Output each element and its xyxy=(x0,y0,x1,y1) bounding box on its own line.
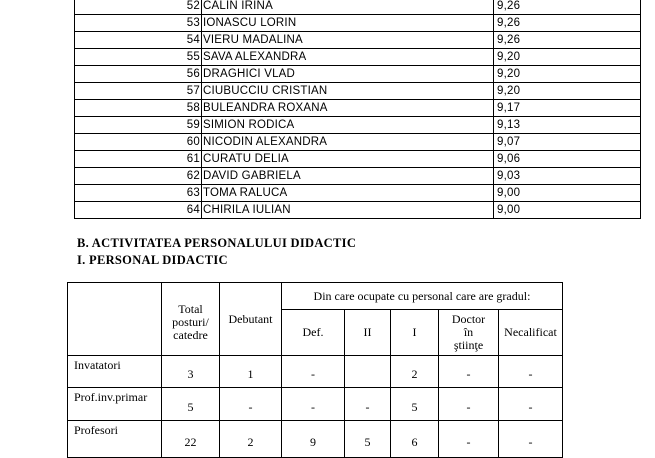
section-b-title: B. ACTIVITATEA PERSONALULUI DIDACTIC xyxy=(77,236,357,250)
ranking-name: IONASCU LORIN xyxy=(202,15,494,32)
ranking-score: 9,26 xyxy=(494,15,641,32)
ranking-row xyxy=(75,100,641,117)
staff-cell-doctor: - xyxy=(439,356,499,388)
staff-cell-ii xyxy=(345,356,391,388)
ranking-name: TOMA RALUCA xyxy=(202,185,494,202)
staff-row xyxy=(68,421,563,458)
ranking-row xyxy=(75,117,641,134)
ranking-blank-cell xyxy=(75,202,138,219)
ranking-score: 9,00 xyxy=(494,185,641,202)
staff-header-i: I xyxy=(391,310,439,356)
staff-table xyxy=(67,282,563,458)
ranking-name: NICODIN ALEXANDRA xyxy=(202,134,494,151)
ranking-row xyxy=(75,49,641,66)
ranking-name: BULEANDRA ROXANA xyxy=(202,100,494,117)
staff-cell-ii: - xyxy=(345,388,391,421)
staff-header-ii: II xyxy=(345,310,391,356)
ranking-row xyxy=(75,15,641,32)
ranking-score: 9,13 xyxy=(494,117,641,134)
ranking-score: 9,00 xyxy=(494,202,641,219)
ranking-blank-cell xyxy=(75,49,138,66)
ranking-number: 59 xyxy=(137,117,202,134)
staff-cell-i: 2 xyxy=(391,356,439,388)
staff-cell-debutant: - xyxy=(220,388,282,421)
ranking-blank-cell xyxy=(75,134,138,151)
staff-cell-i: 5 xyxy=(391,388,439,421)
staff-header-corner xyxy=(68,283,162,356)
staff-cell-def: - xyxy=(282,388,345,421)
staff-cell-total: 22 xyxy=(162,421,220,458)
ranking-blank-cell xyxy=(75,66,138,83)
staff-cell-debutant: 2 xyxy=(220,421,282,458)
ranking-row xyxy=(75,202,641,219)
ranking-score: 9,20 xyxy=(494,66,641,83)
ranking-score: 9,20 xyxy=(494,49,641,66)
staff-header-debutant: Debutant xyxy=(220,283,282,356)
ranking-number: 56 xyxy=(137,66,202,83)
ranking-number: 57 xyxy=(137,83,202,100)
ranking-score: 9,20 xyxy=(494,83,641,100)
staff-cell-doctor: - xyxy=(439,388,499,421)
ranking-score: 9,03 xyxy=(494,168,641,185)
ranking-number: 55 xyxy=(137,49,202,66)
ranking-blank-cell xyxy=(75,185,138,202)
staff-row-label: Invatatori xyxy=(68,356,162,388)
ranking-blank-cell xyxy=(75,151,138,168)
ranking-number: 64 xyxy=(137,202,202,219)
staff-cell-necalificat: - xyxy=(499,356,563,388)
ranking-name: SIMION RODICA xyxy=(202,117,494,134)
staff-header-group: Din care ocupate cu personal care are gradul: xyxy=(282,283,563,310)
ranking-score: 9,17 xyxy=(494,100,641,117)
staff-cell-def: 9 xyxy=(282,421,345,458)
ranking-row xyxy=(75,168,641,185)
staff-row xyxy=(68,388,563,421)
ranking-name: CHIRILA IULIAN xyxy=(202,202,494,219)
ranking-score: 9,26 xyxy=(494,32,641,49)
ranking-blank-cell xyxy=(75,168,138,185)
ranking-row xyxy=(75,32,641,49)
ranking-number: 62 xyxy=(137,168,202,185)
staff-cell-ii: 5 xyxy=(345,421,391,458)
ranking-row xyxy=(75,66,641,83)
staff-header-doctor: Doctor în ştiinţe xyxy=(439,310,499,356)
staff-row-label: Profesori xyxy=(68,421,162,458)
ranking-number: 54 xyxy=(137,32,202,49)
staff-cell-total: 5 xyxy=(162,388,220,421)
ranking-row xyxy=(75,151,641,168)
ranking-name: CALIN IRINA xyxy=(202,0,494,15)
ranking-name: CURATU DELIA xyxy=(202,151,494,168)
ranking-row xyxy=(75,83,641,100)
staff-header-def: Def. xyxy=(282,310,345,356)
staff-cell-necalificat: - xyxy=(499,388,563,421)
ranking-name: VIERU MADALINA xyxy=(202,32,494,49)
ranking-blank-cell xyxy=(75,100,138,117)
ranking-number: 52 xyxy=(137,0,202,15)
ranking-name: CIUBUCCIU CRISTIAN xyxy=(202,83,494,100)
staff-row xyxy=(68,356,563,388)
ranking-number: 58 xyxy=(137,100,202,117)
staff-cell-debutant: 1 xyxy=(220,356,282,388)
staff-header-necalificat: Necalificat xyxy=(499,310,563,356)
staff-cell-total: 3 xyxy=(162,356,220,388)
ranking-name: SAVA ALEXANDRA xyxy=(202,49,494,66)
staff-cell-i: 6 xyxy=(391,421,439,458)
staff-cell-necalificat: - xyxy=(499,421,563,458)
section-b-subtitle: I. PERSONAL DIDACTIC xyxy=(77,253,228,267)
ranking-name: DRAGHICI VLAD xyxy=(202,66,494,83)
ranking-table xyxy=(74,0,641,219)
staff-cell-doctor: - xyxy=(439,421,499,458)
staff-cell-def: - xyxy=(282,356,345,388)
ranking-name: DAVID GABRIELA xyxy=(202,168,494,185)
ranking-number: 60 xyxy=(137,134,202,151)
ranking-score: 9,07 xyxy=(494,134,641,151)
staff-header-total: Total posturi/ catedre xyxy=(162,283,220,356)
ranking-blank-cell xyxy=(75,117,138,134)
ranking-score: 9,26 xyxy=(494,0,641,15)
ranking-number: 61 xyxy=(137,151,202,168)
ranking-score: 9,06 xyxy=(494,151,641,168)
staff-row-label: Prof.inv.primar xyxy=(68,388,162,421)
ranking-blank-cell xyxy=(75,0,138,15)
ranking-number: 53 xyxy=(137,15,202,32)
ranking-number: 63 xyxy=(137,185,202,202)
ranking-row xyxy=(75,0,641,15)
ranking-blank-cell xyxy=(75,32,138,49)
ranking-blank-cell xyxy=(75,83,138,100)
ranking-row xyxy=(75,185,641,202)
ranking-blank-cell xyxy=(75,15,138,32)
ranking-row xyxy=(75,134,641,151)
